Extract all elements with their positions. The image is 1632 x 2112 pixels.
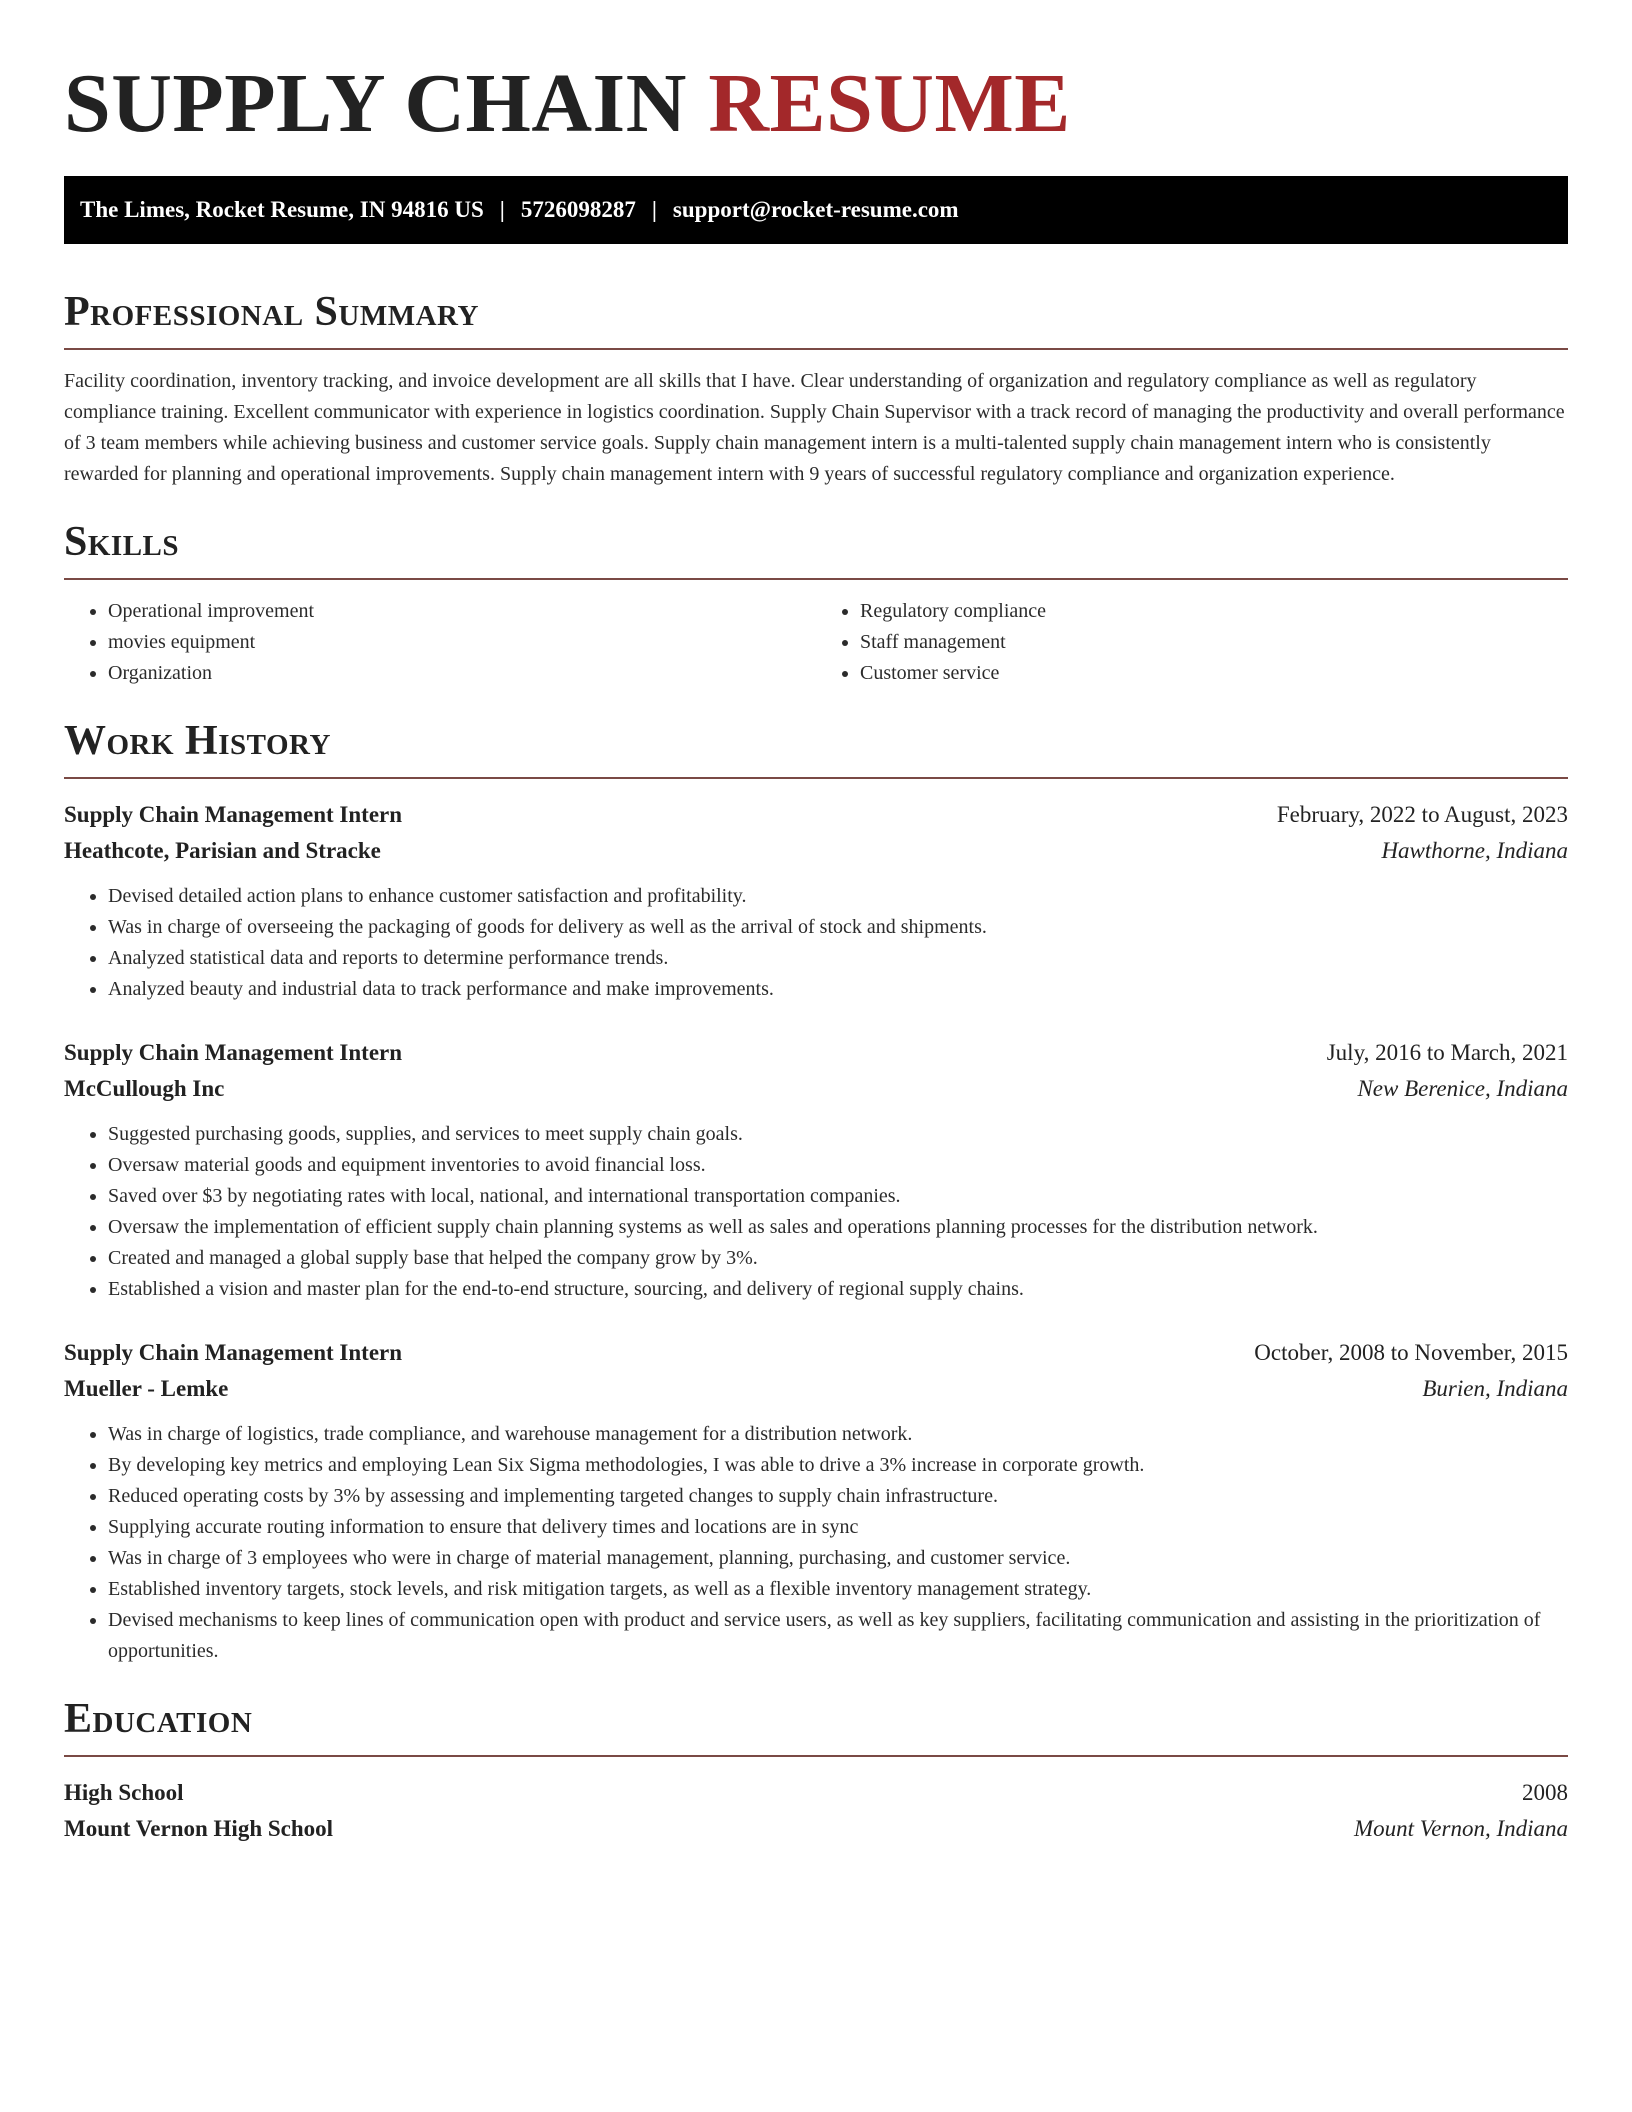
job-title: Supply Chain Management Intern xyxy=(64,802,403,827)
job-location: Burien, Indiana xyxy=(1422,1376,1568,1401)
resume-title xyxy=(64,56,1568,152)
education-heading: Education xyxy=(64,1695,1568,1757)
job-company: McCullough Inc xyxy=(64,1076,225,1101)
job-entry xyxy=(64,1035,1568,1305)
education-year: 2008 xyxy=(1522,1780,1568,1805)
job-company: Heathcote, Parisian and Stracke xyxy=(64,838,381,863)
job-bullet: • Analyzed beauty and industrial data to track performance and make improvements. xyxy=(108,974,1568,1005)
job-bullet: • Established inventory targets, stock levels, and risk mitigation targets, as well as a flexible inventory management strategy. xyxy=(108,1574,1568,1605)
job-bullet: • Devised mechanisms to keep lines of communication open with product and service users, as well as key suppliers, facilitating communication and assisting in the prioritization of opportunities. xyxy=(108,1605,1568,1667)
job-header-row xyxy=(64,1335,1568,1371)
job-bullet: • Created and managed a global supply base that helped the company grow by 3%. xyxy=(108,1243,1568,1274)
contact-address: The Limes, Rocket Resume, IN 94816 US xyxy=(80,197,484,222)
job-bullet: • Devised detailed action plans to enhance customer satisfaction and profitability. xyxy=(108,881,1568,912)
contact-separator: | xyxy=(499,197,505,222)
contact-separator: | xyxy=(651,197,657,222)
job-dates: February, 2022 to August, 2023 xyxy=(1276,802,1568,827)
job-company-row xyxy=(64,1371,1568,1407)
job-bullet: • Suggested purchasing goods, supplies, and services to meet supply chain goals. xyxy=(108,1119,1568,1150)
job-entry xyxy=(64,1335,1568,1667)
education-school-row xyxy=(64,1811,1568,1847)
job-header-row xyxy=(64,1035,1568,1071)
education-degree: High School xyxy=(64,1780,184,1805)
education-section xyxy=(64,1695,1568,1847)
education-entry xyxy=(64,1775,1568,1847)
job-entry xyxy=(64,797,1568,1005)
job-title: Supply Chain Management Intern xyxy=(64,1340,403,1365)
job-bullets xyxy=(64,1119,1568,1305)
skill-item: • Regulatory compliance xyxy=(860,596,1568,627)
skills-section xyxy=(64,518,1568,689)
job-bullet: • By developing key metrics and employing Lean Six Sigma methodologies, I was able to drive a 3% increase in corporate growth. xyxy=(108,1450,1568,1481)
summary-heading: Professional Summary xyxy=(64,288,1568,350)
job-company-row xyxy=(64,1071,1568,1107)
education-location: Mount Vernon, Indiana xyxy=(1353,1816,1568,1841)
job-dates: July, 2016 to March, 2021 xyxy=(1326,1040,1568,1065)
skills-list-left xyxy=(64,596,816,689)
skills-grid xyxy=(64,596,1568,689)
job-company-row xyxy=(64,833,1568,869)
job-location: New Berenice, Indiana xyxy=(1357,1076,1568,1101)
skill-item: • Customer service xyxy=(860,658,1568,689)
job-bullet: • Established a vision and master plan for the end-to-end structure, sourcing, and delivery of regional supply chains. xyxy=(108,1274,1568,1305)
job-bullet: • Saved over $3 by negotiating rates with local, national, and international transportation companies. xyxy=(108,1181,1568,1212)
job-bullet: • Was in charge of 3 employees who were in charge of material management, planning, purchasing, and customer service. xyxy=(108,1543,1568,1574)
skill-item: • movies equipment xyxy=(108,627,816,658)
skills-heading: Skills xyxy=(64,518,1568,580)
job-bullet: • Reduced operating costs by 3% by assessing and implementing targeted changes to supply chain infrastructure. xyxy=(108,1481,1568,1512)
job-title: Supply Chain Management Intern xyxy=(64,1040,403,1065)
contact-email: support@rocket-resume.com xyxy=(672,197,959,222)
job-dates: October, 2008 to November, 2015 xyxy=(1254,1340,1568,1365)
skills-list-right xyxy=(816,596,1568,689)
job-bullets xyxy=(64,881,1568,1005)
title-main: SUPPLY CHAIN xyxy=(64,57,687,150)
job-company: Mueller - Lemke xyxy=(64,1376,229,1401)
contact-phone: 5726098287 xyxy=(520,197,636,222)
job-bullet: • Oversaw the implementation of efficient supply chain planning systems as well as sales and operations planning processes for the distribution network. xyxy=(108,1212,1568,1243)
work-heading: Work History xyxy=(64,717,1568,779)
summary-section xyxy=(64,288,1568,490)
job-bullet: • Was in charge of overseeing the packaging of goods for delivery as well as the arrival of stock and shipments. xyxy=(108,912,1568,943)
job-bullet: • Was in charge of logistics, trade compliance, and warehouse management for a distribution network. xyxy=(108,1419,1568,1450)
job-bullet: • Analyzed statistical data and reports to determine performance trends. xyxy=(108,943,1568,974)
work-section xyxy=(64,717,1568,1667)
job-bullet: • Oversaw material goods and equipment inventories to avoid financial loss. xyxy=(108,1150,1568,1181)
title-accent: RESUME xyxy=(708,57,1071,150)
job-header-row xyxy=(64,797,1568,833)
summary-text: Facility coordination, inventory tracking, and invoice development are all skills that I have. Clear understanding of organization and regulatory compliance as well as regulatory compliance training. Excellent communicator with experience in logistics coordination. Supply Chain Supervisor with a track record of managing the productivity and overall performance of 3 team members while achieving business and customer service goals. Supply chain management intern is a multi-talented supply chain management intern who is consistently rewarded for planning and operational improvements. Supply chain management intern with 9 years of successful regulatory compliance and organization experience. xyxy=(64,370,1565,485)
skill-item: • Operational improvement xyxy=(108,596,816,627)
education-degree-row xyxy=(64,1775,1568,1811)
contact-bar xyxy=(64,176,1568,244)
job-bullet: • Supplying accurate routing information to ensure that delivery times and locations are in sync xyxy=(108,1512,1568,1543)
job-bullets xyxy=(64,1419,1568,1667)
education-school: Mount Vernon High School xyxy=(64,1816,334,1841)
job-location: Hawthorne, Indiana xyxy=(1381,838,1568,863)
skill-item: • Staff management xyxy=(860,627,1568,658)
skill-item: • Organization xyxy=(108,658,816,689)
